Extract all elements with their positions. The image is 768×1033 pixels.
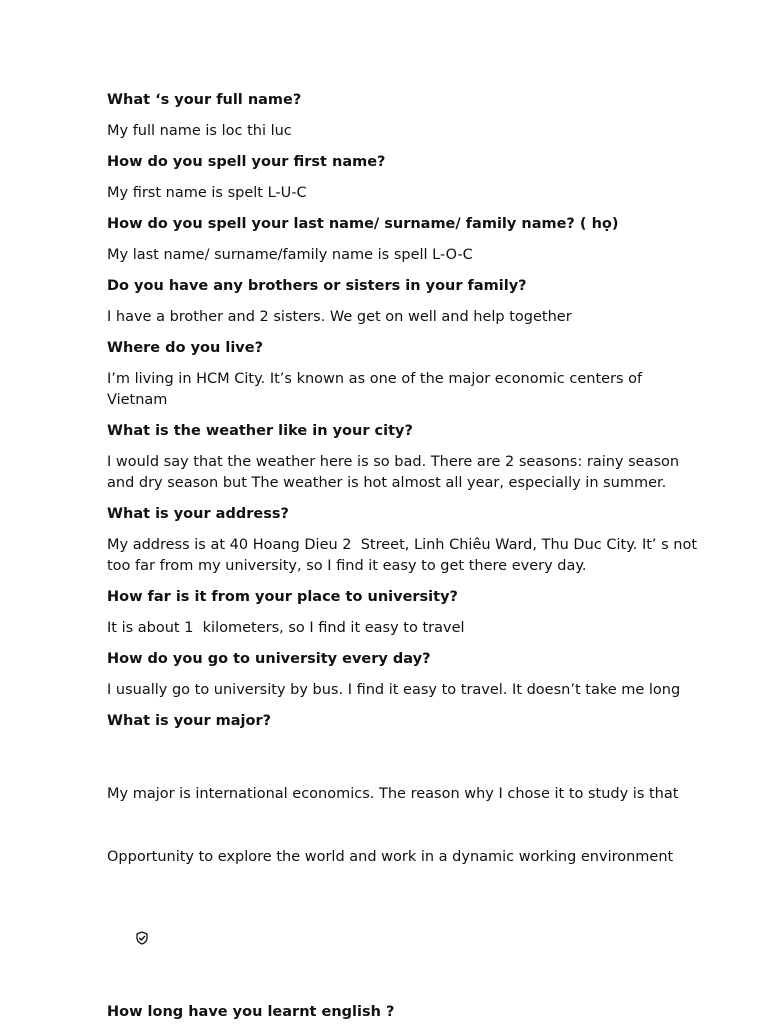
- question: How far is it from your place to university?: [107, 589, 458, 605]
- question: What is the weather like in your city?: [107, 423, 413, 439]
- qa-item: [107, 711, 699, 992]
- qa-item: [107, 276, 699, 328]
- answer-line: I have a brother and 2 sisters. We get on well and help together: [107, 309, 572, 325]
- answer: [107, 121, 699, 142]
- answer: [107, 618, 699, 639]
- answer: [107, 245, 699, 266]
- qa-item: [107, 90, 699, 142]
- qa-item: [107, 421, 699, 494]
- answer: [107, 369, 699, 411]
- question: Do you have any brothers or sisters in your family?: [107, 278, 527, 294]
- answer: [107, 742, 699, 992]
- question: What is your address?: [107, 506, 289, 522]
- question: How do you spell your first name?: [107, 154, 386, 170]
- question: What is your major?: [107, 713, 272, 729]
- answer-line: My first name is spelt L-U-C: [107, 185, 307, 201]
- answer-line: Opportunity to explore the world and work in a dynamic working environment: [107, 849, 674, 865]
- question: How long have you learnt english ?: [107, 1004, 395, 1020]
- question: Where do you live?: [107, 340, 263, 356]
- answer-line: I’m living in HCM City. It’s known as one of the major economic centers of Vietnam: [107, 371, 647, 408]
- qa-item: [107, 152, 699, 204]
- answer-line: It is about 1 kilometers, so I find it easy to travel: [107, 620, 465, 636]
- shield-check-icon: [135, 889, 149, 903]
- answer: [107, 535, 702, 577]
- answer-line: My major is international economics. The reason why I chose it to study is that: [107, 786, 679, 802]
- answer-line: My last name/ surname/family name is spell L-O-C: [107, 247, 473, 263]
- answer: [107, 307, 699, 328]
- qa-item: [107, 1002, 699, 1023]
- answer-line: I would say that the weather here is so bad. There are 2 seasons: rainy season and dry season but The weather is hot almost all year, especially in summer.: [107, 454, 684, 491]
- answer: [107, 452, 699, 494]
- qa-item: [107, 214, 699, 266]
- answer: [107, 680, 699, 701]
- answer-line: I usually go to university by bus. I find it easy to travel. It doesn’t take me long: [107, 682, 681, 698]
- qa-item: [107, 338, 699, 411]
- document-page: [107, 90, 702, 1033]
- question: How do you go to university every day?: [107, 651, 431, 667]
- qa-item: [107, 587, 699, 639]
- answer: [107, 183, 699, 204]
- qa-item: [107, 504, 702, 577]
- qa-item: [107, 649, 699, 701]
- question: What ‘s your full name?: [107, 92, 302, 108]
- question: How do you spell your last name/ surname/ family name? ( họ): [107, 216, 619, 232]
- answer-line: My full name is loc thi luc: [107, 123, 292, 139]
- answer-line: My address is at 40 Hoang Dieu 2 Street, Linh Chiêu Ward, Thu Duc City. It’ s not too far from my university, so I find it easy to get there every day.: [107, 537, 702, 574]
